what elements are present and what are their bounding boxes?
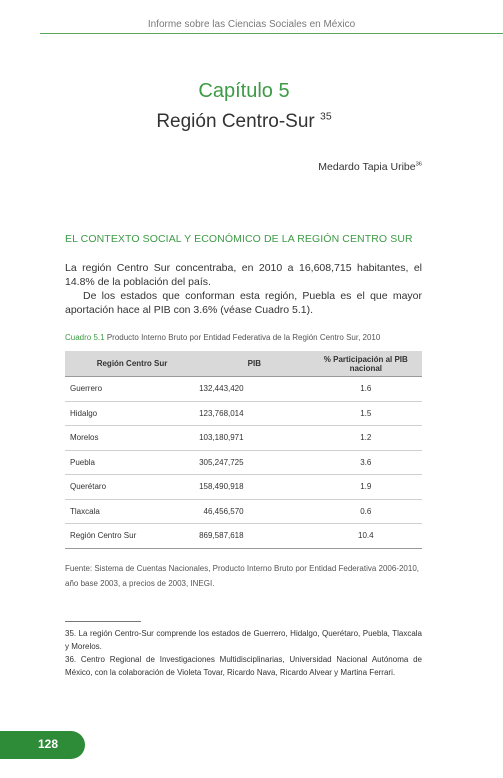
chapter-title-text: Región Centro-Sur — [156, 111, 315, 132]
body-paragraph: La región Centro Sur concentraba, en 2010 a 16,608,715 habitantes, el 14.8% de la población del país. — [65, 262, 422, 288]
table-cell-region: Región Centro Sur — [65, 524, 199, 549]
chapter-title-footnote-ref: 35 — [320, 111, 332, 123]
table-cell-pib: 158,490,918 — [199, 475, 310, 500]
table-header-row — [65, 351, 422, 377]
table-cell-region: Puebla — [65, 450, 199, 475]
table-cell-pib: 132,443,420 — [199, 377, 310, 402]
table-cell-share: 1.5 — [310, 401, 422, 426]
table-cell-pib: 103,180,971 — [199, 426, 310, 451]
table-caption-label: Cuadro 5.1 — [65, 333, 105, 342]
chapter-title — [0, 111, 488, 133]
table-row — [65, 401, 422, 426]
table-cell-region: Hidalgo — [65, 401, 199, 426]
table-row — [65, 475, 422, 500]
table-cell-share: 0.6 — [310, 499, 422, 524]
column-header: PIB — [199, 351, 310, 377]
footnote: 35. La región Centro-Sur comprende los estados de Guerrero, Hidalgo, Querétaro, Puebla, Tlaxcala y Morelos. — [65, 629, 422, 651]
table-cell-pib: 869,587,618 — [199, 524, 310, 549]
table-cell-region: Tlaxcala — [65, 499, 199, 524]
page-number: 128 — [38, 737, 59, 751]
footnotes — [65, 627, 422, 679]
table-cell-pib: 123,768,014 — [199, 401, 310, 426]
table-row — [65, 426, 422, 451]
table-row — [65, 499, 422, 524]
section-heading: EL CONTEXTO SOCIAL Y ECONÓMICO DE LA REGIÓN CENTRO SUR — [65, 233, 413, 245]
author-footnote-ref: 36 — [415, 161, 422, 168]
table-caption-text: Producto Interno Bruto por Entidad Federativa de la Región Centro Sur, 2010 — [106, 333, 381, 342]
author-line — [318, 161, 422, 173]
body-paragraph: De los estados que conforman esta región, Puebla es el que mayor aportación hace al PIB con 3.6% (véase Cuadro 5.1). — [65, 290, 422, 316]
table-source-note: Fuente: Sistema de Cuentas Nacionales, Producto Interno Bruto por Entidad Federativa 2006-2010, año base 2003, a precios de 2003, INEGI. — [65, 564, 419, 588]
chapter-label: Capítulo 5 — [198, 80, 290, 102]
table-cell-region: Querétaro — [65, 475, 199, 500]
table-cell-share: 10.4 — [310, 524, 422, 549]
body-text — [65, 261, 422, 317]
gdp-table — [65, 351, 422, 549]
column-header: Región Centro Sur — [65, 351, 199, 377]
table-cell-share: 1.9 — [310, 475, 422, 500]
table-cell-pib: 305,247,725 — [199, 450, 310, 475]
footnote: 36. Centro Regional de Investigaciones Multidisciplinarias, Universidad Nacional Autónoma de México, con la colaboración de Violeta Tovar, Ricardo Nava, Ricardo Alvear y Martina Ferrari. — [65, 655, 422, 677]
table-caption — [65, 333, 425, 342]
table-cell-share: 1.6 — [310, 377, 422, 402]
footnote-rule — [65, 621, 141, 622]
table-cell-pib: 46,456,570 — [199, 499, 310, 524]
column-header: % Participación al PIB nacional — [310, 351, 422, 377]
header-rule — [40, 33, 503, 34]
table-cell-region: Guerrero — [65, 377, 199, 402]
running-header: Informe sobre las Ciencias Sociales en México — [147, 19, 356, 30]
table-row — [65, 377, 422, 402]
table-row — [65, 450, 422, 475]
author-name: Medardo Tapia Uribe — [318, 161, 416, 173]
page-number-tab — [0, 731, 85, 759]
table-row-total — [65, 524, 422, 549]
table-cell-share: 3.6 — [310, 450, 422, 475]
table-cell-region: Morelos — [65, 426, 199, 451]
table-cell-share: 1.2 — [310, 426, 422, 451]
